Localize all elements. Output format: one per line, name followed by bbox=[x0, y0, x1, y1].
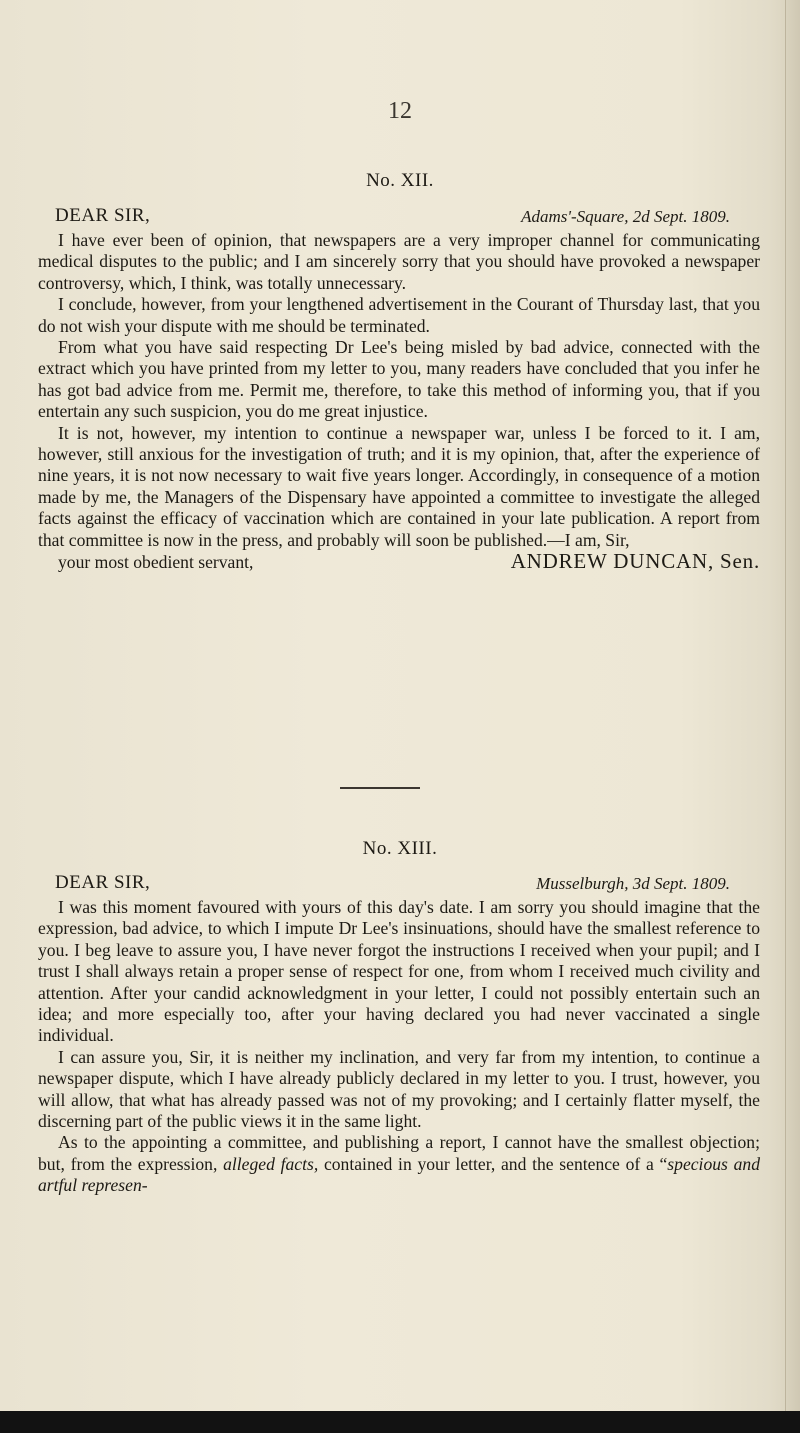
dateline bbox=[521, 207, 730, 227]
closing: your most obedient servant, bbox=[58, 552, 254, 573]
paragraph: I can assure you, Sir, it is neither my inclination, and very far from my intention, to continue a newspaper dispute, which I have already publicly declared in my letter to you. I trust, however, you will allow, that what has already passed was not of my provoking; and I certainly flatter myself, the discerning part of the public views it in the same light. bbox=[38, 1046, 760, 1132]
place: Musselburgh, bbox=[536, 874, 629, 893]
letter-number: No. XII. bbox=[366, 170, 434, 191]
salutation: DEAR SIR, bbox=[55, 872, 151, 893]
salutation: DEAR SIR, bbox=[55, 205, 151, 226]
closing-line bbox=[38, 551, 760, 573]
page-edge bbox=[785, 0, 800, 1433]
paragraph: From what you have said respecting Dr Lee's being misled by bad advice, connected with the extract which you have printed from my letter to you, many readers have concluded that you infer he has got bad advice from me. Permit me, therefore, to take this method of informing you, that if you entertain any such suspicion, you do me great injustice. bbox=[38, 337, 760, 422]
signature: ANDREW DUNCAN, Sen. bbox=[510, 549, 760, 574]
section-divider bbox=[340, 787, 420, 789]
date: 2d Sept. 1809. bbox=[632, 207, 730, 226]
paragraph: I have ever been of opinion, that newspapers are a very improper channel for communicating medical disputes to the public; and I am sincerely sorry that you should have provoked a newspaper controversy, which, I think, was totally unnecessary. bbox=[38, 230, 760, 293]
page-number: 12 bbox=[388, 98, 412, 124]
paragraph: It is not, however, my intention to continue a newspaper war, unless I be forced to it. I am, however, still anxious for the investigation of truth; and it is my opinion, that, after the experience of nine years, it is not now necessary to wait five years longer. Accordingly, in consequence of a motion made by me, the Managers of the Dispensary have appointed a committee to investigate the alleged facts against the efficacy of vaccination which are contained in your late publication. A report from that committee is now in the press, and probably will soon be published.—I am, Sir, bbox=[38, 422, 760, 550]
paragraph: I conclude, however, from your lengthened advertisement in the Courant of Thursday last, that you do not wish your dispute with me should be terminated. bbox=[38, 294, 760, 336]
letter-body bbox=[38, 897, 760, 1197]
letter-number: No. XIII. bbox=[362, 838, 438, 859]
date: 3d Sept. 1809. bbox=[632, 874, 730, 893]
place: Adams'-Square, bbox=[521, 207, 629, 226]
paragraph: As to the appointing a committee, and publishing a report, I cannot have the smallest objection; but, from the expression, alleged facts, contained in your letter, and the sentence of a “specious and artful represen- bbox=[38, 1132, 760, 1196]
italic-phrase: alleged facts, bbox=[223, 1153, 319, 1174]
letter-body bbox=[38, 230, 760, 574]
paragraph: I was this moment favoured with yours of this day's date. I am sorry you should imagine that the expression, bad advice, to which I impute Dr Lee's insinuations, should have the smallest reference to you. I beg leave to assure you, I have never forgot the instructions I received when your pupil; and I trust I shall always retain a proper sense of respect for one, from whom I received much civility and attention. After your candid acknowledgment in your letter, I could not possibly entertain such an idea; and more especially too, after your having declared you had never vaccinated a single individual. bbox=[38, 897, 760, 1046]
italic-phrase: specious and artful represen- bbox=[38, 1153, 760, 1196]
dateline bbox=[536, 874, 730, 894]
page-bottom-edge bbox=[0, 1411, 800, 1433]
